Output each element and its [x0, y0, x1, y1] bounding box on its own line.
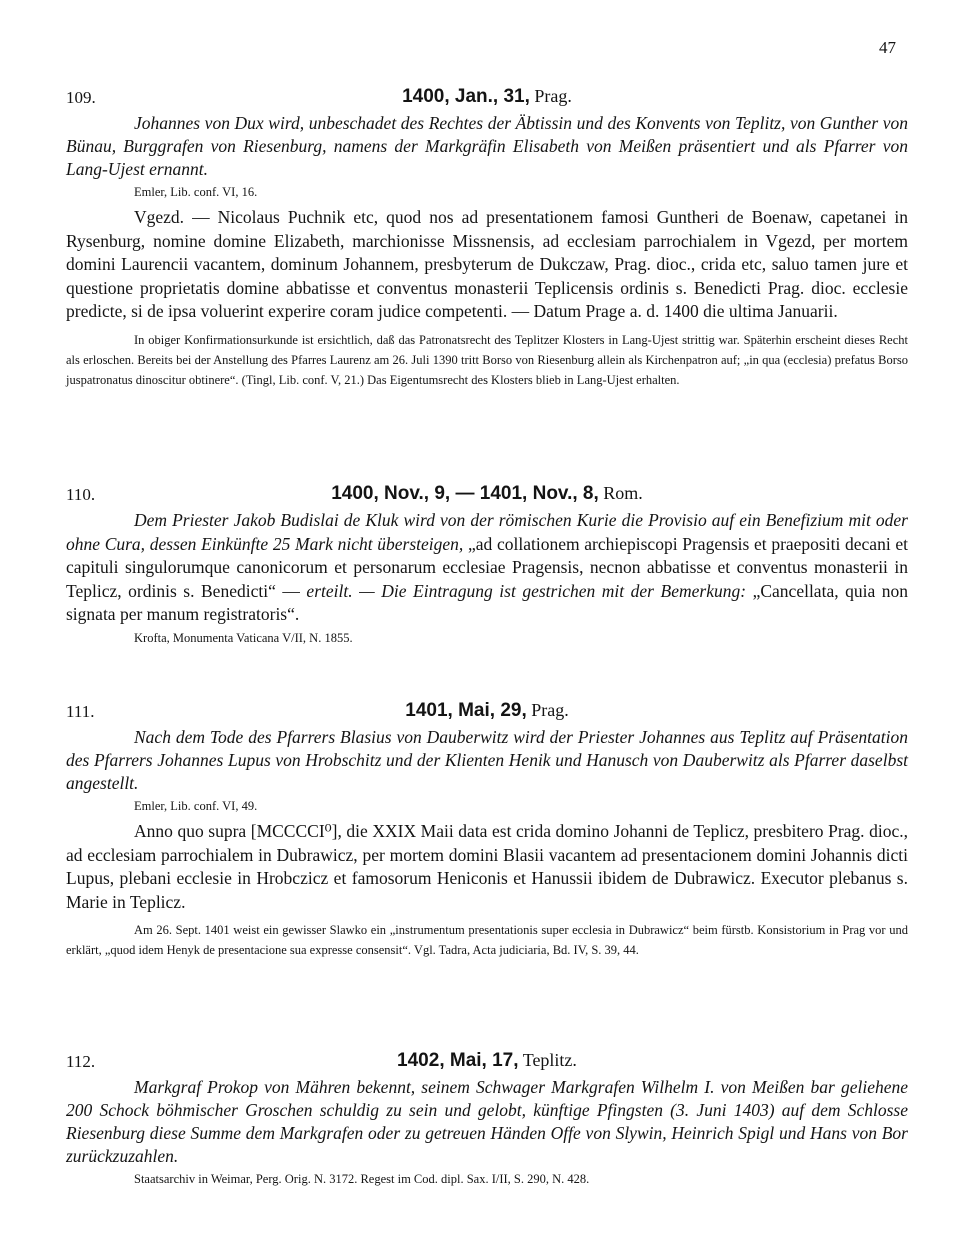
- entry-source: Staatsarchiv in Weimar, Perg. Orig. N. 3172. Regest im Cod. dipl. Sax. I/II, S. 290, N. 428.: [134, 1172, 590, 1186]
- entry-place: Rom.: [603, 483, 643, 503]
- entry-number: 112.: [66, 1052, 96, 1071]
- document-entry-112: [66, 1050, 908, 1193]
- entry-date-line: [66, 86, 908, 108]
- regest-italic: Dem Priester Jakob Budislai de Kluk wird von der römischen Kurie die Provisio auf ein Benefizium mit oder ohne Cura, dessen Einkünfte 25 Mark nicht übersteigen,: [66, 510, 908, 554]
- entry-header: [66, 700, 908, 726]
- entry-number: 109.: [66, 88, 96, 107]
- entry-header: [66, 1050, 908, 1076]
- entry-source: Krofta, Monumenta Vaticana V/II, N. 1855.: [134, 630, 353, 645]
- entry-number: 111.: [66, 702, 95, 721]
- entry-regest: Markgraf Prokop von Mähren bekennt, seinem Schwager Markgrafen Wilhelm I. von Meißen bar geliehene 200 Schock böhmischer Groschen schuldig zu sein und gelobt, künftige Pfingsten (3. Juni 1403) auf dem Schlosse Riesenburg diese Summe dem Markgrafen oder zu getreuen Händen Offe von Slywin, Heinrich Spigl und Hans von Bor zurückzuzahlen.: [66, 1077, 908, 1166]
- entry-note: In obiger Konfirmationsurkunde ist ersichtlich, daß das Patronatsrecht des Teplitzer Klosters in Lang-Ujest strittig war. Späterhin erscheint dieses Recht als erloschen. Bereits bei der Anstellung des Pfarres Laurenz am 26. Juli 1390 tritt Borso von Riesenburg allein als Kirchenpatron auf; „in qua (ecclesia) prefatus Borso juspatronatus dinoscitur obtinere“. (Tingl, Lib. conf. V, 21.) Das Eigentumsrecht des Klosters blieb in Lang-Ujest erhalten.: [66, 332, 908, 387]
- document-entry-111: [66, 700, 908, 960]
- entry-place: Prag.: [534, 86, 572, 106]
- entry-date-line: [66, 1050, 908, 1072]
- entry-date: 1400, Jan., 31,: [402, 86, 530, 107]
- regest-quote-remark: „Cancellata, quia non signata per manum registratoris“.: [66, 580, 909, 624]
- entry-date: 1400, Nov., 9, — 1401, Nov., 8,: [331, 483, 599, 504]
- entry-date: 1401, Mai, 29,: [405, 700, 527, 721]
- entry-date-line: [66, 483, 908, 505]
- document-entry-110: [66, 483, 908, 652]
- entry-place: Teplitz.: [522, 1050, 577, 1070]
- entry-date-line: [66, 700, 908, 722]
- entry-note: Am 26. Sept. 1401 weist ein gewisser Slawko ein „instrumentum presentationis super ecclesia in Dubrawicz“ beim fürstb. Konsistorium in Prag vor und erklärt, „quod idem Henyk de presentacione sua expresse consensit“. Vgl. Tadra, Acta judiciaria, Bd. IV, S. 39, 44.: [66, 923, 908, 957]
- regest-quote: „ad collationem archiepiscopi Pragensis et praepositi decani et capituli singulorumque canonicorum et personarum ecclesiae Pragensis, necnon abbatisse et conventus monasterii in Teplicz, ordinis s. Benedicti“ —: [66, 533, 908, 601]
- entry-header: [66, 483, 908, 509]
- entry-source: Emler, Lib. conf. VI, 49.: [134, 799, 258, 813]
- entry-regest: [66, 509, 908, 627]
- entry-header: [66, 86, 908, 112]
- entry-place: Prag.: [531, 700, 569, 720]
- regest-italic-continuation: erteilt. — Die Eintragung ist gestrichen mit der Bemerkung:: [306, 580, 747, 601]
- entry-date: 1402, Mai, 17,: [397, 1050, 519, 1071]
- document-entry-109: [66, 86, 908, 390]
- entry-regest: Nach dem Tode des Pfarrers Blasius von Dauberwitz wird der Priester Johannes aus Teplitz auf Präsentation des Pfarrers Johannes Lupus von Hrobschitz und der Klienten Henik und Hanusch von Dauberwitz als Pfarrer daselbst angestellt.: [66, 727, 908, 793]
- entry-source: Emler, Lib. conf. VI, 16.: [134, 185, 258, 199]
- page-number: 47: [879, 38, 896, 57]
- entry-number: 110.: [66, 485, 96, 504]
- entry-body-text: Vgezd. — Nicolaus Puchnik etc, quod nos ad presentationem famosi Guntheri de Boenaw, capetanei in Rysenburg, nomine domine Elizabeth, marchionisse Missnensis, ad ecclesiam parrochialem in Vgezd, per mortem domini Laurencii vacantem, dominum Johannem, presbyterum de Dukczaw, Prag. dioc., crida etc, saluo tamen jure et questione proprietatis domine abbatisse et conventus monasterii Teplicensis ordinis s. Benedicti Prag. dioc. ecclesie predicte, si de ipsa voluerint experire coram judice competenti. — Datum Prage a. d. 1400 die ultima Januarii.: [66, 207, 908, 321]
- entry-regest: Johannes von Dux wird, unbeschadet des Rechtes der Äbtissin und des Konvents von Teplitz, von Gunther von Bünau, Burggrafen von Riesenburg, namens der Markgräfin Elisabeth von Meißen präsentiert und als Pfarrer von Lang-Ujest ernannt.: [66, 113, 908, 179]
- entry-body-text: Anno quo supra [MCCCCI⁰], die XXIX Maii data est crida domino Johanni de Teplicz, presbitero Prag. dioc., ad ecclesiam parrochialem in Dubrawicz, per mortem domini Blasii vacantem ad presentacionem domini Johannis dicti Lupus, plebani ecclesie in Hrobczicz et famosorum Heniconis et Hanussii ibidem de Dubrawicz. Executor plebanus s. Marie in Teplicz.: [66, 821, 908, 912]
